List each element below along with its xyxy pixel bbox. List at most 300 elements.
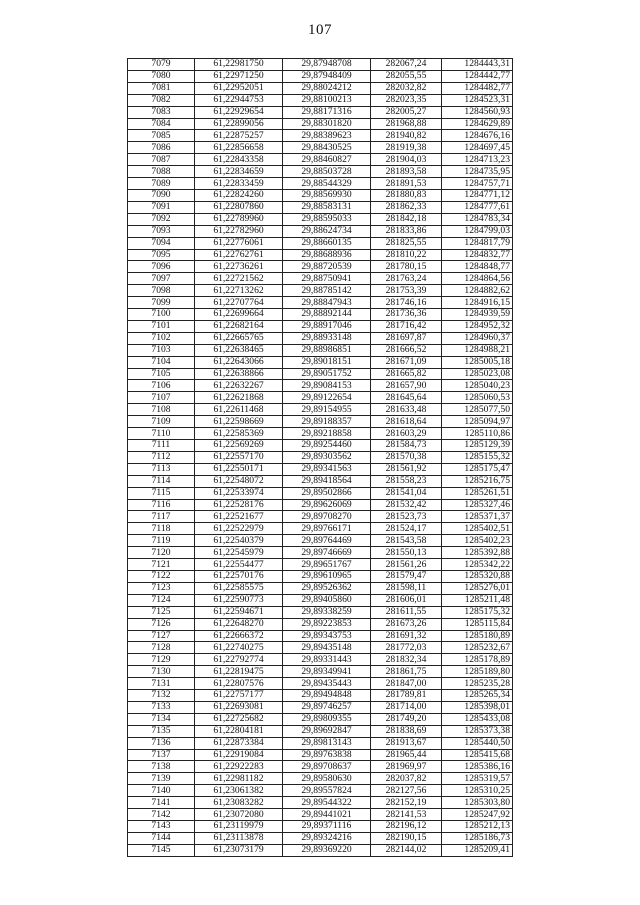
x-coordinate-cell: 281833,86 xyxy=(371,225,442,237)
point-number-cell: 7125 xyxy=(128,606,195,618)
y-coordinate-cell: 1285040,23 xyxy=(442,380,513,392)
table-row xyxy=(128,213,513,225)
x-coordinate-cell: 281810,22 xyxy=(371,249,442,261)
y-coordinate-cell: 1285415,68 xyxy=(442,749,513,761)
latitude-cell: 61,22875257 xyxy=(195,130,283,142)
y-coordinate-cell: 1285209,41 xyxy=(442,844,513,856)
point-number-cell: 7144 xyxy=(128,832,195,844)
x-coordinate-cell: 282196,12 xyxy=(371,821,442,833)
y-coordinate-cell: 1284442,77 xyxy=(442,70,513,82)
table-row xyxy=(128,654,513,666)
x-coordinate-cell: 282152,19 xyxy=(371,797,442,809)
longitude-cell: 29,89418564 xyxy=(283,475,371,487)
table-row xyxy=(128,511,513,523)
table-row xyxy=(128,809,513,821)
y-coordinate-cell: 1284676,16 xyxy=(442,130,513,142)
longitude-cell: 29,87948708 xyxy=(283,59,371,71)
point-number-cell: 7105 xyxy=(128,368,195,380)
y-coordinate-cell: 1285392,88 xyxy=(442,547,513,559)
x-coordinate-cell: 281913,67 xyxy=(371,737,442,749)
latitude-cell: 61,23113878 xyxy=(195,832,283,844)
point-number-cell: 7140 xyxy=(128,785,195,797)
y-coordinate-cell: 1285023,08 xyxy=(442,368,513,380)
y-coordinate-cell: 1285342,22 xyxy=(442,559,513,571)
table-row xyxy=(128,499,513,511)
longitude-cell: 29,88720539 xyxy=(283,261,371,273)
y-coordinate-cell: 1285440,50 xyxy=(442,737,513,749)
x-coordinate-cell: 281532,42 xyxy=(371,499,442,511)
y-coordinate-cell: 1284523,31 xyxy=(442,94,513,106)
longitude-cell: 29,89331443 xyxy=(283,654,371,666)
table-row xyxy=(128,487,513,499)
table-row xyxy=(128,725,513,737)
y-coordinate-cell: 1285247,92 xyxy=(442,809,513,821)
latitude-cell: 61,22807576 xyxy=(195,678,283,690)
table-row xyxy=(128,380,513,392)
table-row xyxy=(128,59,513,71)
point-number-cell: 7111 xyxy=(128,440,195,452)
x-coordinate-cell: 281749,20 xyxy=(371,713,442,725)
x-coordinate-cell: 281780,15 xyxy=(371,261,442,273)
table-row xyxy=(128,606,513,618)
latitude-cell: 61,22782960 xyxy=(195,225,283,237)
point-number-cell: 7112 xyxy=(128,451,195,463)
longitude-cell: 29,89435443 xyxy=(283,678,371,690)
latitude-cell: 61,22856658 xyxy=(195,142,283,154)
longitude-cell: 29,88583131 xyxy=(283,201,371,213)
latitude-cell: 61,22570176 xyxy=(195,570,283,582)
point-number-cell: 7123 xyxy=(128,582,195,594)
y-coordinate-cell: 1285402,51 xyxy=(442,523,513,535)
x-coordinate-cell: 281603,29 xyxy=(371,428,442,440)
longitude-cell: 29,89369220 xyxy=(283,844,371,856)
longitude-cell: 29,89766171 xyxy=(283,523,371,535)
point-number-cell: 7110 xyxy=(128,428,195,440)
table-row xyxy=(128,392,513,404)
longitude-cell: 29,89610965 xyxy=(283,570,371,582)
y-coordinate-cell: 1284988,21 xyxy=(442,344,513,356)
y-coordinate-cell: 1285180,89 xyxy=(442,630,513,642)
latitude-cell: 61,22632267 xyxy=(195,380,283,392)
point-number-cell: 7135 xyxy=(128,725,195,737)
x-coordinate-cell: 282141,53 xyxy=(371,809,442,821)
x-coordinate-cell: 281847,00 xyxy=(371,678,442,690)
table-row xyxy=(128,582,513,594)
longitude-cell: 29,88660135 xyxy=(283,237,371,249)
y-coordinate-cell: 1284757,71 xyxy=(442,178,513,190)
longitude-cell: 29,89502866 xyxy=(283,487,371,499)
longitude-cell: 29,89557824 xyxy=(283,785,371,797)
point-number-cell: 7081 xyxy=(128,82,195,94)
y-coordinate-cell: 1285212,13 xyxy=(442,821,513,833)
latitude-cell: 61,22528176 xyxy=(195,499,283,511)
y-coordinate-cell: 1285060,53 xyxy=(442,392,513,404)
y-coordinate-cell: 1285386,16 xyxy=(442,761,513,773)
table-row xyxy=(128,261,513,273)
x-coordinate-cell: 281666,52 xyxy=(371,344,442,356)
longitude-cell: 29,89746669 xyxy=(283,547,371,559)
latitude-cell: 61,22665765 xyxy=(195,332,283,344)
x-coordinate-cell: 282032,82 xyxy=(371,82,442,94)
x-coordinate-cell: 281842,18 xyxy=(371,213,442,225)
y-coordinate-cell: 1285110,86 xyxy=(442,428,513,440)
latitude-cell: 61,22540379 xyxy=(195,535,283,547)
table-row xyxy=(128,142,513,154)
longitude-cell: 29,89764469 xyxy=(283,535,371,547)
latitude-cell: 61,22666372 xyxy=(195,630,283,642)
y-coordinate-cell: 1285175,32 xyxy=(442,606,513,618)
y-coordinate-cell: 1285265,34 xyxy=(442,690,513,702)
table-row xyxy=(128,475,513,487)
x-coordinate-cell: 281523,73 xyxy=(371,511,442,523)
y-coordinate-cell: 1285216,75 xyxy=(442,475,513,487)
table-row xyxy=(128,832,513,844)
longitude-cell: 29,89371116 xyxy=(283,821,371,833)
latitude-cell: 61,22682164 xyxy=(195,320,283,332)
point-number-cell: 7101 xyxy=(128,320,195,332)
longitude-cell: 29,87948409 xyxy=(283,70,371,82)
x-coordinate-cell: 281968,88 xyxy=(371,118,442,130)
point-number-cell: 7139 xyxy=(128,773,195,785)
latitude-cell: 61,22621868 xyxy=(195,392,283,404)
x-coordinate-cell: 282067,24 xyxy=(371,59,442,71)
x-coordinate-cell: 281657,90 xyxy=(371,380,442,392)
point-number-cell: 7132 xyxy=(128,690,195,702)
longitude-cell: 29,89809355 xyxy=(283,713,371,725)
point-number-cell: 7083 xyxy=(128,106,195,118)
table-row xyxy=(128,844,513,856)
y-coordinate-cell: 1285371,37 xyxy=(442,511,513,523)
x-coordinate-cell: 281919,38 xyxy=(371,142,442,154)
table-row xyxy=(128,570,513,582)
latitude-cell: 61,22757177 xyxy=(195,690,283,702)
latitude-cell: 61,22594671 xyxy=(195,606,283,618)
latitude-cell: 61,22819475 xyxy=(195,666,283,678)
latitude-cell: 61,22824260 xyxy=(195,189,283,201)
point-number-cell: 7127 xyxy=(128,630,195,642)
point-number-cell: 7114 xyxy=(128,475,195,487)
x-coordinate-cell: 281832,34 xyxy=(371,654,442,666)
y-coordinate-cell: 1284882,62 xyxy=(442,285,513,297)
y-coordinate-cell: 1284629,89 xyxy=(442,118,513,130)
longitude-cell: 29,89188357 xyxy=(283,416,371,428)
y-coordinate-cell: 1285189,80 xyxy=(442,666,513,678)
latitude-cell: 61,22545979 xyxy=(195,547,283,559)
longitude-cell: 29,88917046 xyxy=(283,320,371,332)
longitude-cell: 29,89084153 xyxy=(283,380,371,392)
table-row xyxy=(128,547,513,559)
point-number-cell: 7145 xyxy=(128,844,195,856)
point-number-cell: 7130 xyxy=(128,666,195,678)
x-coordinate-cell: 281965,44 xyxy=(371,749,442,761)
y-coordinate-cell: 1285319,57 xyxy=(442,773,513,785)
y-coordinate-cell: 1285077,50 xyxy=(442,404,513,416)
point-number-cell: 7143 xyxy=(128,821,195,833)
table-row xyxy=(128,297,513,309)
latitude-cell: 61,23083282 xyxy=(195,797,283,809)
longitude-cell: 29,88024212 xyxy=(283,82,371,94)
table-row xyxy=(128,440,513,452)
point-number-cell: 7137 xyxy=(128,749,195,761)
coordinates-table-body xyxy=(128,59,513,857)
table-row xyxy=(128,451,513,463)
y-coordinate-cell: 1285175,47 xyxy=(442,463,513,475)
point-number-cell: 7115 xyxy=(128,487,195,499)
x-coordinate-cell: 281772,03 xyxy=(371,642,442,654)
x-coordinate-cell: 281716,42 xyxy=(371,320,442,332)
point-number-cell: 7126 xyxy=(128,618,195,630)
latitude-cell: 61,22807860 xyxy=(195,201,283,213)
point-number-cell: 7120 xyxy=(128,547,195,559)
y-coordinate-cell: 1285155,32 xyxy=(442,451,513,463)
point-number-cell: 7141 xyxy=(128,797,195,809)
table-row xyxy=(128,201,513,213)
table-row xyxy=(128,416,513,428)
y-coordinate-cell: 1284817,79 xyxy=(442,237,513,249)
x-coordinate-cell: 281891,53 xyxy=(371,178,442,190)
x-coordinate-cell: 281789,81 xyxy=(371,690,442,702)
x-coordinate-cell: 281736,36 xyxy=(371,309,442,321)
x-coordinate-cell: 281691,32 xyxy=(371,630,442,642)
y-coordinate-cell: 1284771,12 xyxy=(442,189,513,201)
x-coordinate-cell: 281611,55 xyxy=(371,606,442,618)
y-coordinate-cell: 1284939,59 xyxy=(442,309,513,321)
table-row xyxy=(128,678,513,690)
longitude-cell: 29,88544329 xyxy=(283,178,371,190)
latitude-cell: 61,22833459 xyxy=(195,178,283,190)
point-number-cell: 7138 xyxy=(128,761,195,773)
table-row xyxy=(128,559,513,571)
y-coordinate-cell: 1285276,01 xyxy=(442,582,513,594)
longitude-cell: 29,89708637 xyxy=(283,761,371,773)
y-coordinate-cell: 1285232,67 xyxy=(442,642,513,654)
longitude-cell: 29,89324216 xyxy=(283,832,371,844)
point-number-cell: 7079 xyxy=(128,59,195,71)
y-coordinate-cell: 1284952,32 xyxy=(442,320,513,332)
point-number-cell: 7108 xyxy=(128,404,195,416)
latitude-cell: 61,22598669 xyxy=(195,416,283,428)
y-coordinate-cell: 1285310,25 xyxy=(442,785,513,797)
x-coordinate-cell: 281862,33 xyxy=(371,201,442,213)
table-row xyxy=(128,130,513,142)
longitude-cell: 29,89405860 xyxy=(283,594,371,606)
point-number-cell: 7104 xyxy=(128,356,195,368)
y-coordinate-cell: 1284960,37 xyxy=(442,332,513,344)
longitude-cell: 29,89154955 xyxy=(283,404,371,416)
point-number-cell: 7097 xyxy=(128,273,195,285)
table-row xyxy=(128,237,513,249)
table-row xyxy=(128,749,513,761)
latitude-cell: 61,22585369 xyxy=(195,428,283,440)
x-coordinate-cell: 282005,27 xyxy=(371,106,442,118)
latitude-cell: 61,22699664 xyxy=(195,309,283,321)
latitude-cell: 61,22919084 xyxy=(195,749,283,761)
longitude-cell: 29,89303562 xyxy=(283,451,371,463)
table-row xyxy=(128,118,513,130)
longitude-cell: 29,88986851 xyxy=(283,344,371,356)
longitude-cell: 29,89544322 xyxy=(283,797,371,809)
latitude-cell: 61,22725682 xyxy=(195,713,283,725)
point-number-cell: 7100 xyxy=(128,309,195,321)
longitude-cell: 29,88688936 xyxy=(283,249,371,261)
longitude-cell: 29,88503728 xyxy=(283,166,371,178)
latitude-cell: 61,22569269 xyxy=(195,440,283,452)
latitude-cell: 61,22554477 xyxy=(195,559,283,571)
x-coordinate-cell: 281550,13 xyxy=(371,547,442,559)
longitude-cell: 29,89580630 xyxy=(283,773,371,785)
y-coordinate-cell: 1285402,23 xyxy=(442,535,513,547)
point-number-cell: 7119 xyxy=(128,535,195,547)
point-number-cell: 7107 xyxy=(128,392,195,404)
longitude-cell: 29,89218858 xyxy=(283,428,371,440)
x-coordinate-cell: 282127,56 xyxy=(371,785,442,797)
latitude-cell: 61,22713262 xyxy=(195,285,283,297)
point-number-cell: 7134 xyxy=(128,713,195,725)
table-row xyxy=(128,82,513,94)
point-number-cell: 7136 xyxy=(128,737,195,749)
table-row xyxy=(128,690,513,702)
table-row xyxy=(128,344,513,356)
x-coordinate-cell: 281645,64 xyxy=(371,392,442,404)
table-row xyxy=(128,154,513,166)
table-row xyxy=(128,178,513,190)
point-number-cell: 7090 xyxy=(128,189,195,201)
table-row xyxy=(128,356,513,368)
table-row xyxy=(128,404,513,416)
latitude-cell: 61,23072080 xyxy=(195,809,283,821)
table-row xyxy=(128,713,513,725)
point-number-cell: 7084 xyxy=(128,118,195,130)
x-coordinate-cell: 281940,82 xyxy=(371,130,442,142)
table-row xyxy=(128,797,513,809)
y-coordinate-cell: 1285129,39 xyxy=(442,440,513,452)
longitude-cell: 29,88430525 xyxy=(283,142,371,154)
point-number-cell: 7121 xyxy=(128,559,195,571)
table-row xyxy=(128,630,513,642)
latitude-cell: 61,22643066 xyxy=(195,356,283,368)
longitude-cell: 29,89051752 xyxy=(283,368,371,380)
y-coordinate-cell: 1284848,77 xyxy=(442,261,513,273)
latitude-cell: 61,22721562 xyxy=(195,273,283,285)
x-coordinate-cell: 281861,75 xyxy=(371,666,442,678)
longitude-cell: 29,89651767 xyxy=(283,559,371,571)
longitude-cell: 29,88933148 xyxy=(283,332,371,344)
x-coordinate-cell: 281633,48 xyxy=(371,404,442,416)
x-coordinate-cell: 281763,24 xyxy=(371,273,442,285)
point-number-cell: 7088 xyxy=(128,166,195,178)
y-coordinate-cell: 1284864,56 xyxy=(442,273,513,285)
point-number-cell: 7080 xyxy=(128,70,195,82)
x-coordinate-cell: 281893,58 xyxy=(371,166,442,178)
latitude-cell: 61,22638465 xyxy=(195,344,283,356)
latitude-cell: 61,22981182 xyxy=(195,773,283,785)
point-number-cell: 7085 xyxy=(128,130,195,142)
latitude-cell: 61,23061382 xyxy=(195,785,283,797)
point-number-cell: 7116 xyxy=(128,499,195,511)
y-coordinate-cell: 1285235,28 xyxy=(442,678,513,690)
y-coordinate-cell: 1285005,18 xyxy=(442,356,513,368)
table-row xyxy=(128,309,513,321)
point-number-cell: 7109 xyxy=(128,416,195,428)
longitude-cell: 29,89343753 xyxy=(283,630,371,642)
longitude-cell: 29,89223853 xyxy=(283,618,371,630)
latitude-cell: 61,22736261 xyxy=(195,261,283,273)
longitude-cell: 29,88569930 xyxy=(283,189,371,201)
y-coordinate-cell: 1285094,97 xyxy=(442,416,513,428)
x-coordinate-cell: 281618,64 xyxy=(371,416,442,428)
longitude-cell: 29,89254460 xyxy=(283,440,371,452)
point-number-cell: 7092 xyxy=(128,213,195,225)
y-coordinate-cell: 1285178,89 xyxy=(442,654,513,666)
latitude-cell: 61,22971250 xyxy=(195,70,283,82)
point-number-cell: 7087 xyxy=(128,154,195,166)
longitude-cell: 29,88301820 xyxy=(283,118,371,130)
table-row xyxy=(128,463,513,475)
x-coordinate-cell: 281753,39 xyxy=(371,285,442,297)
point-number-cell: 7124 xyxy=(128,594,195,606)
table-row xyxy=(128,320,513,332)
latitude-cell: 61,22693081 xyxy=(195,701,283,713)
x-coordinate-cell: 281665,82 xyxy=(371,368,442,380)
longitude-cell: 29,89708270 xyxy=(283,511,371,523)
latitude-cell: 61,22922283 xyxy=(195,761,283,773)
x-coordinate-cell: 282190,15 xyxy=(371,832,442,844)
y-coordinate-cell: 1284783,34 xyxy=(442,213,513,225)
latitude-cell: 61,22804181 xyxy=(195,725,283,737)
latitude-cell: 61,22557170 xyxy=(195,451,283,463)
x-coordinate-cell: 281598,11 xyxy=(371,582,442,594)
y-coordinate-cell: 1285115,84 xyxy=(442,618,513,630)
longitude-cell: 29,88785142 xyxy=(283,285,371,297)
x-coordinate-cell: 281541,04 xyxy=(371,487,442,499)
point-number-cell: 7093 xyxy=(128,225,195,237)
latitude-cell: 61,22533974 xyxy=(195,487,283,499)
table-row xyxy=(128,166,513,178)
longitude-cell: 29,89341563 xyxy=(283,463,371,475)
latitude-cell: 61,22843358 xyxy=(195,154,283,166)
longitude-cell: 29,89763838 xyxy=(283,749,371,761)
latitude-cell: 61,22638866 xyxy=(195,368,283,380)
point-number-cell: 7098 xyxy=(128,285,195,297)
point-number-cell: 7142 xyxy=(128,809,195,821)
longitude-cell: 29,88624734 xyxy=(283,225,371,237)
x-coordinate-cell: 281904,03 xyxy=(371,154,442,166)
table-row xyxy=(128,535,513,547)
x-coordinate-cell: 282037,82 xyxy=(371,773,442,785)
point-number-cell: 7091 xyxy=(128,201,195,213)
table-row xyxy=(128,773,513,785)
table-row xyxy=(128,106,513,118)
latitude-cell: 61,22611468 xyxy=(195,404,283,416)
latitude-cell: 61,22952051 xyxy=(195,82,283,94)
point-number-cell: 7113 xyxy=(128,463,195,475)
table-row xyxy=(128,642,513,654)
y-coordinate-cell: 1285373,38 xyxy=(442,725,513,737)
page-number: 107 xyxy=(308,22,332,38)
latitude-cell: 61,22521677 xyxy=(195,511,283,523)
latitude-cell: 61,23073179 xyxy=(195,844,283,856)
x-coordinate-cell: 281561,92 xyxy=(371,463,442,475)
y-coordinate-cell: 1284560,93 xyxy=(442,106,513,118)
x-coordinate-cell: 282055,55 xyxy=(371,70,442,82)
point-number-cell: 7131 xyxy=(128,678,195,690)
longitude-cell: 29,89813143 xyxy=(283,737,371,749)
longitude-cell: 29,88595033 xyxy=(283,213,371,225)
longitude-cell: 29,89746257 xyxy=(283,701,371,713)
table-row xyxy=(128,94,513,106)
longitude-cell: 29,89018151 xyxy=(283,356,371,368)
point-number-cell: 7118 xyxy=(128,523,195,535)
